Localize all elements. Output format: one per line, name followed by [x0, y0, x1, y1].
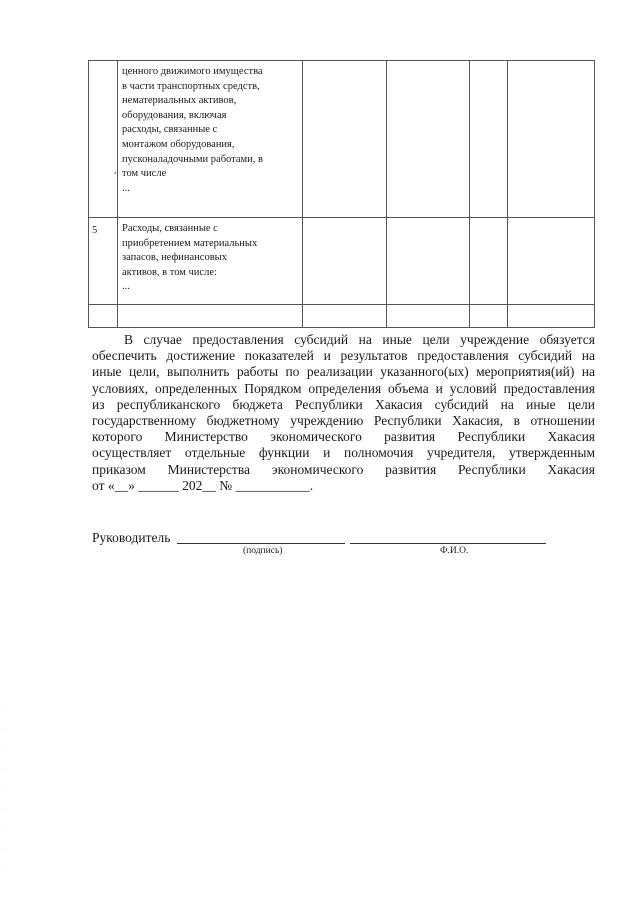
value-cell: [470, 61, 508, 218]
description-line: в части транспортных средств,: [122, 80, 260, 92]
value-cell: [508, 305, 595, 328]
description-line: монтажом оборудования,: [122, 138, 235, 150]
paragraph-line: условиях, определенных Порядком определения объема и условий предоставления: [92, 380, 595, 396]
row-number-cell: [89, 61, 118, 218]
value-cell: [508, 218, 595, 305]
paragraph-line: из республиканского бюджета Республики Хакасия субсидий на иные цели: [92, 396, 595, 412]
description-line: расходы, связанные с: [122, 124, 218, 136]
paragraph-line: от «__» ______ 202__ № ___________.: [92, 477, 314, 493]
description-line: ...: [122, 182, 130, 194]
row-description-cell: [118, 305, 303, 328]
paragraph-line: приказом Министерства экономического развития Республики Хакасия: [92, 461, 595, 477]
row-number-cell: 5: [89, 218, 118, 305]
value-cell: [470, 305, 508, 328]
value-cell: [387, 305, 470, 328]
description-line: том числе: [122, 168, 167, 180]
row-description-cell: [118, 61, 303, 218]
obligation-paragraph: [92, 332, 595, 494]
paragraph-line: осуществляет отдельные функции и полномочия учредителя, утвержденным: [92, 445, 595, 461]
description-line: пусконаладочными работами, в: [122, 153, 263, 165]
value-cell: [387, 218, 470, 305]
paragraph-line: государственному бюджетному учреждению Республики Хакасия, в отношении: [92, 412, 595, 428]
value-cell: [508, 61, 595, 218]
value-cell: [303, 61, 387, 218]
table-row: [89, 218, 595, 305]
description-line: Расходы, связанные с: [122, 223, 218, 234]
signature-label: Руководитель: [92, 530, 171, 545]
paragraph-line: В случае предоставления субсидий на иные цели учреждение обязуется: [124, 332, 595, 347]
description-line: приобретением материальных: [122, 237, 258, 249]
paragraph-line: обеспечить достижение показателей и результатов предоставления субсидий на: [92, 348, 595, 364]
description-line: запасов, нефинансовых: [122, 252, 227, 264]
value-cell: [387, 61, 470, 218]
description-line: нематериальных активов,: [122, 95, 237, 107]
value-cell: [303, 218, 387, 305]
description-line: оборудования, включая: [122, 109, 227, 121]
paragraph-line: иные цели, выполнить работы по реализации указанного(ых) мероприятия(ий) на: [92, 364, 595, 380]
name-line: [350, 543, 546, 544]
description-line: ...: [122, 281, 130, 293]
value-cell: [470, 218, 508, 305]
scan-artifacts: · · · · · · · · ·: [4, 707, 6, 873]
description-line: ценного движимого имущества: [122, 66, 263, 77]
signature-line: [177, 543, 345, 544]
name-caption: Ф.И.О.: [440, 546, 469, 556]
expenses-table: [88, 60, 595, 328]
paragraph-line: которого Министерство экономического развития Республики Хакасия: [92, 429, 595, 445]
table-row: [89, 305, 595, 328]
signature-caption: (подпись): [243, 546, 283, 556]
table-row: [89, 61, 595, 218]
scan-mark: ,: [114, 165, 117, 176]
row-description-cell: [118, 218, 303, 305]
value-cell: [303, 305, 387, 328]
description-line: активов, в том числе:: [122, 266, 217, 278]
row-number-cell: [89, 305, 118, 328]
